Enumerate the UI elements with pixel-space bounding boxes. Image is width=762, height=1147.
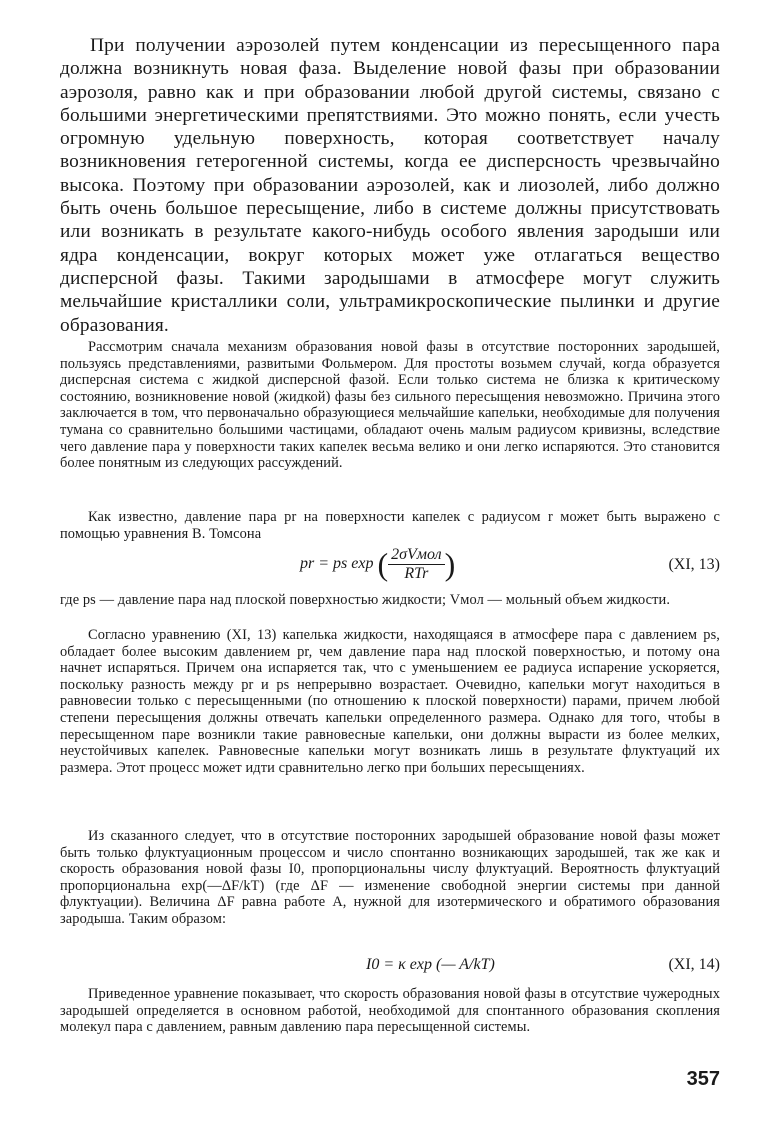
page-number: 357 [686, 1068, 720, 1090]
paren-right: ) [444, 546, 456, 582]
paragraph-mechanism: Рассмотрим сначала механизм образования новой фазы в отсутствие посторонних зародышей, пользуясь представлениями, развитыми Фольмером. Для простоты возьмем случай, когда образуется дисперсная система с жидкой дисперсной фазой. Если только система не близка к критическому состоянию, возникновение новой (жидкой) фазы без сильного пересыщения невозможно. Причина этого заключается в том, что первоначально образующиеся мельчайшие капельки, необходимые для получения тумана со сравнительно большими частицами, обладают очень малым радиусом кривизны, вследствие чего давление пара у поверхности таких капелек весьма велико и они легко испаряются. Это становится более понятным из следующих рассуждений. [60, 339, 720, 472]
formula-xi-14-number: (XI, 14) [668, 956, 720, 973]
formula-xi-13-expression [300, 546, 455, 583]
paragraph-according: Согласно уравнению (XI, 13) капелька жидкости, находящаяся в атмосфере пара с давлением ps, обладает более высоким давлением pr, чем давление пара над плоской поверхностью, и потому она начнет испаряться. Причем она испаряется так, что с уменьшением ее радиуса испарение ускоряется, поскольку разность между pr и ps непрерывно возрастает. Очевидно, капельки могут находиться в равновесии только с пересыщенными (по отношению к плоской поверхности) парами, причем любой степени пересыщения должны отвечать капельки определенного размера. Однако для того, чтобы в пересыщенном паре возникли такие равновесные капельки, они должны вырасти из более мелких, неустойчивых капелек. Равновесные капельки могут возникать лишь в результате флуктуаций их размера. Этот процесс может идти сравнительно легко при больших пересыщениях. [60, 627, 720, 776]
paragraph-conclusion: Приведенное уравнение показывает, что скорость образования новой фазы в отсутствие чужеродных зародышей определяется в основном работой, необходимой для спонтанного образования скопления молекул пара с давлением, равным давлению пара пересыщенной системы. [60, 986, 720, 1036]
paren-left: ( [377, 546, 389, 582]
formula-xi-13-number: (XI, 13) [668, 556, 720, 573]
paragraph-thomson-intro: Как известно, давление пара pr на поверхности капелек с радиусом r может быть выражено с помощью уравнения В. Томсона [60, 509, 720, 542]
formula-xi-13-denominator: RTr [404, 565, 429, 582]
paragraph-intro: При получении аэрозолей путем конденсации из пересыщенного пара должна возникнуть новая фаза. Выделение новой фазы при образовании аэрозоля, равно как и при образовании любой другой системы, связано с большими энергетическими препятствиями. Это можно понять, если учесть огромную удельную поверхность, которая соответствует началу возникновения гетерогенной системы, когда ее дисперсность чрезвычайно высока. Поэтому при образовании аэрозолей, как и лиозолей, либо должно быть очень большое пересыщение, либо в системе должны присутствовать или возникать в результате какого-нибудь особого явления зародыши или ядра конденсации, вокруг которых может уже отлагаться вещество дисперсной фазы. Такими зародышами в атмосфере могут служить мельчайшие кристаллики соли, ультрамикроскопические пылинки и другие образования. [60, 35, 720, 336]
paragraph-where: где ps — давление пара над плоской поверхностью жидкости; Vмол — мольный объем жидкости. [60, 592, 671, 608]
formula-xi-13-numerator: 2σVмол [388, 546, 444, 565]
formula-xi-13 [60, 546, 720, 586]
formula-xi-14-expression: I0 = κ exp (— A/kT) [366, 956, 495, 973]
paragraph-fluctuation: Из сказанного следует, что в отсутствие посторонних зародышей образование новой фазы может быть только флуктуационным процессом и число спонтанно возникающих зародышей, так же как и скорость образования новой фазы I0, пропорциональны числу флуктуаций. Вероятность флуктуаций пропорциональна exp(—ΔF/kT) (где ΔF — изменение свободной энергии системы при данной флуктуации). Величина ΔF равна работе A, нужной для изотермического и обратимого образования зародыша. Таким образом: [60, 828, 720, 927]
formula-xi-13-lhs: pr = ps exp [300, 555, 374, 573]
formula-xi-13-fraction [388, 546, 444, 583]
